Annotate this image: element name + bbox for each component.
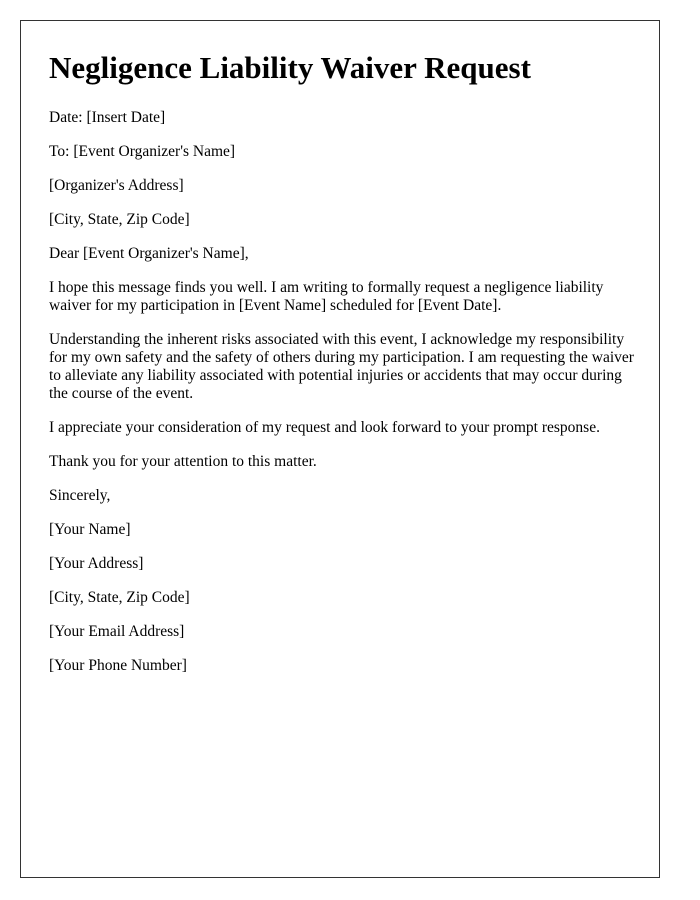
date-line: Date: [Insert Date] bbox=[49, 109, 166, 126]
letter-content bbox=[49, 49, 635, 691]
closing: Sincerely, bbox=[49, 487, 111, 504]
body-paragraph-risks: Understanding the inherent risks associated with this event, I acknowledge my responsibility for my own safety and the safety of others during my participation. I am requesting the waiver to alleviate any liability associated with potential injuries or accidents that may occur during the course of the event. bbox=[49, 331, 634, 402]
recipient-city-state-zip: [City, State, Zip Code] bbox=[49, 211, 190, 228]
letter-page bbox=[20, 20, 660, 878]
recipient-line: To: [Event Organizer's Name] bbox=[49, 143, 236, 160]
signature-city-state-zip: [City, State, Zip Code] bbox=[49, 589, 190, 606]
salutation: Dear [Event Organizer's Name], bbox=[49, 245, 249, 262]
signature-email: [Your Email Address] bbox=[49, 623, 185, 640]
signature-address: [Your Address] bbox=[49, 555, 144, 572]
signature-name: [Your Name] bbox=[49, 521, 131, 538]
body-paragraph-thanks: Thank you for your attention to this matter. bbox=[49, 453, 317, 470]
body-paragraph-intro: I hope this message finds you well. I am writing to formally request a negligence liability waiver for my participation in [Event Name] scheduled for [Event Date]. bbox=[49, 279, 604, 314]
recipient-address: [Organizer's Address] bbox=[49, 177, 184, 194]
page-title: Negligence Liability Waiver Request bbox=[49, 50, 531, 85]
body-paragraph-appreciation: I appreciate your consideration of my request and look forward to your prompt response. bbox=[49, 419, 600, 436]
signature-phone: [Your Phone Number] bbox=[49, 657, 187, 674]
